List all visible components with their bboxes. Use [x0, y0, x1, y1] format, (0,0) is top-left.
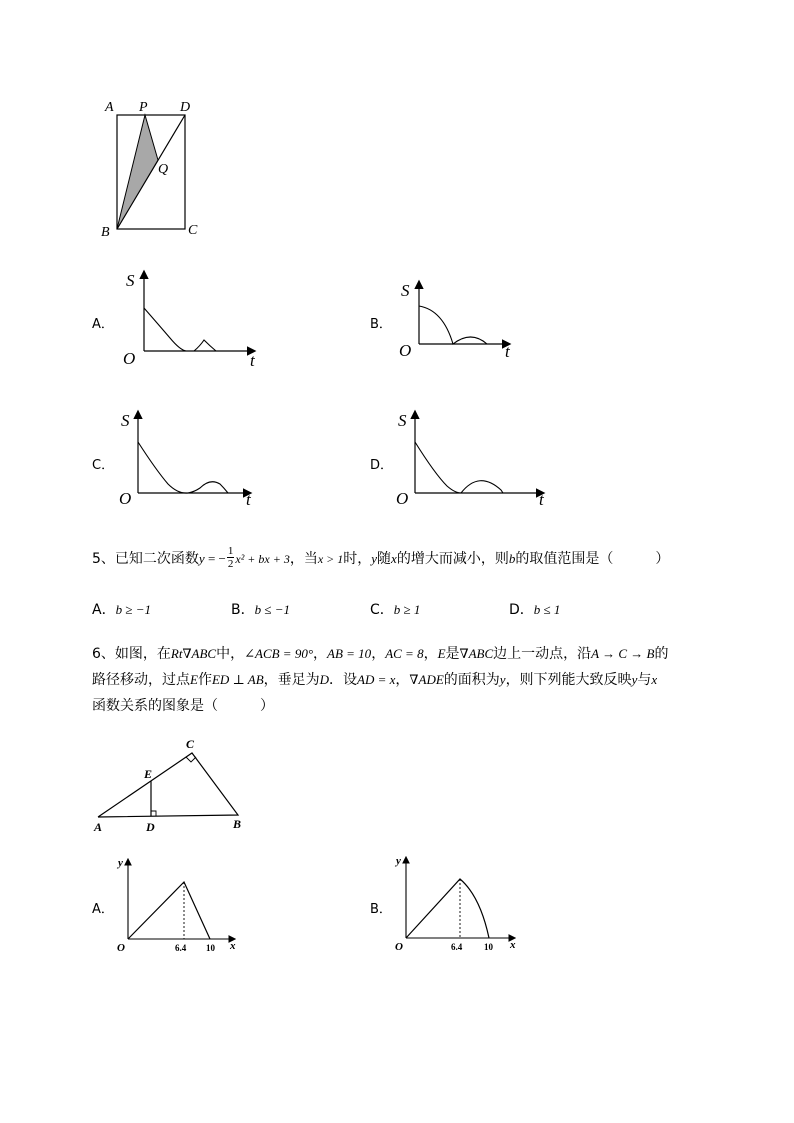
q6-line-3: 函数关系的图象是（ ） [92, 698, 274, 714]
q6-x: x [651, 672, 658, 687]
q6-l2d: ．设 [329, 672, 358, 688]
q6-c4: ， [395, 672, 410, 688]
q5-eq-rest: x² + bx + 3 [235, 552, 290, 566]
axis-y-label: S [126, 271, 135, 290]
q5-option-b-label: B． [231, 602, 255, 618]
label-a: A [94, 820, 103, 834]
q5-frac-num: 1 [227, 544, 234, 557]
curve [415, 442, 503, 493]
q5-eq-equals: = − [204, 551, 226, 566]
tick-label-10: 10 [206, 943, 215, 953]
right-angle-d [151, 811, 156, 816]
q5-option-a-value: b ≥ −1 [115, 602, 151, 617]
q6-option-b-label[interactable]: B． [370, 902, 392, 917]
shaded-triangle [117, 115, 158, 229]
q6-perp: ED ⊥ AB [211, 672, 264, 687]
q4-option-d-label[interactable]: D． [370, 458, 394, 473]
q6-d: D [319, 672, 330, 687]
origin-label: O [399, 341, 412, 360]
label-b: B [101, 225, 110, 240]
q6-option-a-graph[interactable] [112, 852, 247, 957]
axis-y-label: y [396, 855, 401, 867]
q6-l1a: 如图，在 [114, 646, 171, 662]
q5-text-3: 时， [343, 551, 372, 567]
q5-option-b-value: b ≤ −1 [254, 602, 291, 617]
q6-l2b: 作 [197, 672, 212, 688]
axis-y-label: S [398, 411, 407, 430]
q5-text-1: 已知二次函数 [114, 551, 199, 567]
label-e: E [144, 767, 153, 781]
q4-option-b-graph[interactable] [395, 272, 535, 367]
q6-e: E [437, 646, 446, 661]
curve [138, 442, 228, 493]
axis-y-label: S [401, 281, 410, 300]
q6-l2f: ，则下列能大致反映 [505, 672, 632, 688]
q4-option-d-graph[interactable] [393, 404, 553, 509]
q6-path: A → C → B [591, 646, 655, 661]
q6-l1b: 中， [216, 646, 245, 662]
q6-c2: ， [371, 646, 386, 662]
q5-frac-den: 2 [227, 557, 234, 570]
q6-angle: ∠ACB = 90° [244, 646, 314, 661]
q5-fraction [227, 545, 235, 570]
label-b: B [233, 817, 242, 831]
q6-l2a: 路径移动，过点 [92, 672, 190, 688]
label-p: P [139, 100, 148, 115]
q5-option-d-label: D． [509, 602, 534, 618]
q5-x: x [391, 551, 397, 566]
q6-ac: AC = 8 [385, 646, 424, 661]
right-angle-c [186, 757, 196, 762]
rectangle-figure [95, 92, 215, 242]
q5-option-a-label: A． [92, 602, 116, 618]
q5-option-c-value: b ≥ 1 [393, 602, 421, 617]
label-c: C [186, 737, 195, 751]
q6-triangle: ∇ABC [459, 646, 494, 661]
q4-option-a-label[interactable]: A． [92, 317, 114, 332]
origin-label: O [117, 942, 125, 954]
q5-y: y [371, 551, 378, 566]
axis-x-label: t [505, 342, 510, 361]
graph-curve [406, 879, 489, 938]
label-q: Q [158, 162, 169, 177]
origin-label: O [396, 489, 409, 508]
q6-l2e: 的面积为 [443, 672, 500, 688]
axis-x-label: x [510, 939, 516, 951]
label-d: D [146, 820, 155, 834]
curve [419, 306, 487, 344]
axis-y-label: S [121, 411, 130, 430]
q6-line-2 [92, 667, 752, 693]
tick-label-10: 10 [484, 942, 493, 952]
q6-l2g: 与 [637, 672, 652, 688]
q4-option-c-graph[interactable] [116, 404, 266, 509]
origin-label: O [119, 489, 132, 508]
q5-b: b [508, 551, 516, 566]
tick-label-6-4: 6.4 [451, 942, 463, 952]
q5-text-2: ，当 [289, 551, 318, 567]
q5-option-d[interactable] [509, 597, 560, 623]
q5-text-5: 的增大而减小，则 [396, 551, 509, 567]
question-6 [92, 641, 752, 719]
q5-option-c[interactable] [370, 597, 420, 623]
q5-eq-y: y [198, 551, 205, 566]
q6-ab: AB = 10 [327, 646, 372, 661]
graph-line [128, 882, 210, 939]
q6-e2: E [190, 672, 198, 687]
q4-option-b-label[interactable]: B． [370, 317, 392, 332]
axis-x-label: x [230, 940, 236, 952]
origin-label: O [123, 349, 136, 368]
question-5 [92, 546, 752, 572]
q5-condition: x > 1 [317, 552, 344, 566]
label-d: D [180, 100, 191, 115]
q5-text-6: 的取值范围是（ ） [515, 551, 670, 567]
q6-y2: y [631, 672, 638, 687]
q6-l1e: 的 [654, 646, 669, 662]
q6-number: 6、 [92, 646, 115, 662]
triangle-abc [98, 753, 238, 817]
q6-ade: ∇ADE [409, 672, 444, 687]
q6-option-a-label[interactable]: A． [92, 902, 114, 917]
curve [144, 308, 216, 351]
axis-x-label: t [539, 490, 544, 509]
q5-number: 5、 [92, 551, 115, 567]
q6-l2c: ，垂足为 [263, 672, 320, 688]
q6-l1d: 边上一动点，沿 [493, 646, 592, 662]
q6-ad: AD = x [357, 672, 396, 687]
q5-option-a[interactable] [92, 597, 151, 623]
origin-label: O [395, 941, 403, 953]
q6-rt-triangle: Rt∇ABC [170, 646, 217, 661]
q5-text-4: 随 [377, 551, 392, 567]
q6-c3: ， [423, 646, 438, 662]
q6-y: y [499, 672, 506, 687]
q6-line-1 [92, 641, 752, 667]
q5-option-b[interactable] [231, 597, 290, 623]
axis-x-label: t [250, 351, 255, 370]
q6-option-b-graph[interactable] [390, 850, 525, 955]
label-a: A [105, 100, 114, 115]
label-c: C [188, 223, 198, 238]
triangle-figure [88, 735, 258, 835]
q5-option-c-label: C． [370, 602, 394, 618]
axis-x-label: t [246, 490, 251, 509]
axis-y-label: y [118, 857, 123, 869]
q6-l1c: 是 [445, 646, 460, 662]
q4-option-a-graph[interactable] [118, 262, 268, 372]
q4-option-c-label[interactable]: C． [92, 458, 115, 473]
q5-option-d-value: b ≤ 1 [533, 602, 561, 617]
tick-label-6-4: 6.4 [175, 943, 187, 953]
q6-c1: ， [313, 646, 328, 662]
